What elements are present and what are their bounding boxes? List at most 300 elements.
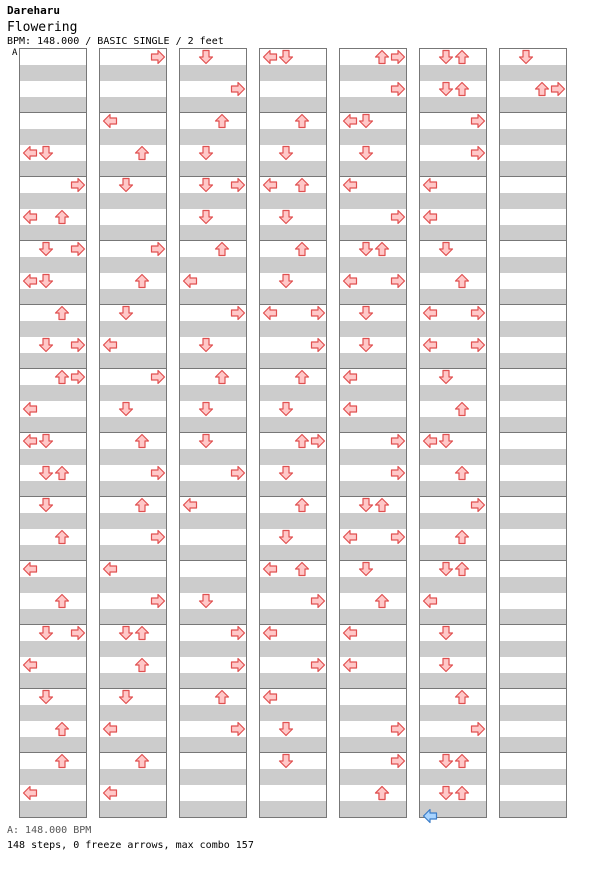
beat-band	[20, 769, 86, 785]
step-arrow-right-icon	[310, 593, 326, 609]
step-arrow-left-icon	[422, 305, 438, 321]
step-arrow-down-icon	[278, 401, 294, 417]
step-arrow-right-icon	[310, 433, 326, 449]
beat-band	[260, 241, 326, 257]
chart-column-3	[179, 48, 247, 818]
beat-band	[500, 481, 566, 497]
measure-line	[500, 304, 566, 305]
step-arrow-up-icon	[294, 497, 310, 513]
beat-band	[420, 353, 486, 369]
measure-line	[500, 176, 566, 177]
step-arrow-up-icon	[214, 689, 230, 705]
step-arrow-down-icon	[198, 593, 214, 609]
beat-band	[500, 209, 566, 225]
beat-band	[260, 609, 326, 625]
beat-band	[420, 529, 486, 545]
step-arrow-left-icon	[22, 561, 38, 577]
beat-band	[20, 225, 86, 241]
step-arrow-down-icon	[38, 433, 54, 449]
step-arrow-right-icon	[70, 337, 86, 353]
beat-band	[180, 369, 246, 385]
step-arrow-down-icon	[358, 145, 374, 161]
chart-column-1	[19, 48, 87, 818]
beat-band	[420, 577, 486, 593]
beat-band	[100, 129, 166, 145]
beat-band	[100, 609, 166, 625]
beat-band	[260, 545, 326, 561]
step-arrow-left-icon	[262, 625, 278, 641]
step-arrow-up-icon	[294, 113, 310, 129]
beat-band	[500, 305, 566, 321]
step-arrow-down-icon	[278, 273, 294, 289]
beat-band	[20, 81, 86, 97]
measure-line	[500, 560, 566, 561]
beat-band	[260, 113, 326, 129]
beat-band	[420, 689, 486, 705]
beat-band	[180, 97, 246, 113]
measure-line	[180, 560, 246, 561]
beat-band	[180, 737, 246, 753]
step-arrow-right-icon	[70, 625, 86, 641]
beat-band	[500, 321, 566, 337]
beat-band	[260, 513, 326, 529]
step-arrow-down-icon	[438, 241, 454, 257]
beat-band	[340, 225, 406, 241]
beat-band	[500, 529, 566, 545]
step-arrow-up-icon	[374, 49, 390, 65]
step-arrow-right-icon	[70, 241, 86, 257]
step-arrow-right-icon	[390, 209, 406, 225]
step-arrow-right-icon	[230, 81, 246, 97]
beat-band	[340, 65, 406, 81]
step-arrow-up-icon	[54, 369, 70, 385]
step-arrow-down-icon	[438, 625, 454, 641]
beat-band	[260, 81, 326, 97]
measure-line	[20, 112, 86, 113]
beat-band	[100, 209, 166, 225]
step-arrow-down-icon	[198, 433, 214, 449]
beat-band	[500, 145, 566, 161]
beat-band	[100, 161, 166, 177]
step-arrow-right-icon	[70, 177, 86, 193]
beat-band	[500, 449, 566, 465]
beat-band	[20, 513, 86, 529]
beat-band	[340, 801, 406, 817]
beat-band	[420, 673, 486, 689]
beat-band	[260, 641, 326, 657]
beat-band	[100, 321, 166, 337]
chart-info: BPM: 148.000 / BASIC SINGLE / 2 feet	[7, 36, 224, 47]
measure-line	[500, 752, 566, 753]
chart-column-2	[99, 48, 167, 818]
step-arrow-down-icon	[518, 49, 534, 65]
measure-line	[260, 496, 326, 497]
beat-band	[340, 513, 406, 529]
step-arrow-left-icon	[262, 561, 278, 577]
beat-band	[100, 225, 166, 241]
step-arrow-up-icon	[214, 241, 230, 257]
step-arrow-up-icon	[294, 369, 310, 385]
beat-band	[500, 65, 566, 81]
beat-band	[100, 545, 166, 561]
beat-band	[260, 97, 326, 113]
beat-band	[100, 657, 166, 673]
beat-band	[500, 705, 566, 721]
beat-band	[500, 417, 566, 433]
beat-band	[180, 785, 246, 801]
beat-band	[420, 129, 486, 145]
beat-band	[500, 257, 566, 273]
chart-column-5	[339, 48, 407, 818]
beat-band	[20, 289, 86, 305]
beat-band	[100, 65, 166, 81]
step-arrow-right-icon	[470, 497, 486, 513]
beat-band	[500, 385, 566, 401]
measure-line	[260, 112, 326, 113]
step-arrow-right-icon	[390, 433, 406, 449]
measure-line	[500, 688, 566, 689]
step-arrow-up-icon	[454, 529, 470, 545]
beat-band	[500, 513, 566, 529]
beat-band	[180, 753, 246, 769]
beat-band	[500, 433, 566, 449]
step-arrow-left-icon	[22, 785, 38, 801]
step-arrow-up-icon	[134, 433, 150, 449]
beat-band	[100, 145, 166, 161]
bpm-marker: A	[12, 48, 18, 58]
step-arrow-down-icon	[358, 337, 374, 353]
beat-band	[340, 353, 406, 369]
step-arrow-right-icon	[150, 369, 166, 385]
beat-band	[100, 673, 166, 689]
step-arrow-left-icon	[342, 369, 358, 385]
step-arrow-up-icon	[534, 81, 550, 97]
beat-band	[20, 801, 86, 817]
step-arrow-down-icon	[278, 209, 294, 225]
step-arrow-down-icon	[38, 145, 54, 161]
beat-band	[180, 353, 246, 369]
beat-band	[500, 625, 566, 641]
measure-line	[100, 752, 166, 753]
beat-band	[500, 497, 566, 513]
beat-band	[180, 257, 246, 273]
step-arrow-up-icon	[374, 785, 390, 801]
beat-band	[180, 689, 246, 705]
step-arrow-up-icon	[454, 689, 470, 705]
beat-band	[340, 785, 406, 801]
measure-line	[500, 496, 566, 497]
beat-band	[500, 753, 566, 769]
beat-band	[420, 193, 486, 209]
step-arrow-up-icon	[134, 625, 150, 641]
measure-line	[500, 432, 566, 433]
step-arrow-right-icon	[390, 529, 406, 545]
step-arrow-down-icon	[438, 657, 454, 673]
beat-band	[100, 801, 166, 817]
chart-column-7	[499, 48, 567, 818]
step-arrow-up-icon	[54, 209, 70, 225]
step-arrow-right-icon	[230, 721, 246, 737]
step-arrow-right-icon	[390, 273, 406, 289]
beat-band	[420, 257, 486, 273]
beat-band	[100, 289, 166, 305]
step-arrow-down-icon	[198, 337, 214, 353]
step-arrow-left-icon	[342, 113, 358, 129]
step-arrow-down-icon	[278, 721, 294, 737]
beat-band	[420, 513, 486, 529]
step-arrow-left-icon	[22, 209, 38, 225]
beat-band	[420, 321, 486, 337]
beat-band	[180, 193, 246, 209]
beat-band	[340, 609, 406, 625]
beat-band	[340, 593, 406, 609]
beat-band	[260, 449, 326, 465]
step-arrow-left-icon	[342, 273, 358, 289]
step-arrow-down-icon	[38, 625, 54, 641]
beat-band	[260, 353, 326, 369]
step-arrow-up-icon	[54, 305, 70, 321]
measure-line	[420, 688, 486, 689]
beat-band	[340, 705, 406, 721]
beat-band	[340, 161, 406, 177]
beat-band	[340, 449, 406, 465]
step-arrow-up-icon	[214, 369, 230, 385]
step-arrow-right-icon	[390, 753, 406, 769]
beat-band	[340, 97, 406, 113]
beat-band	[420, 545, 486, 561]
step-arrow-down-icon	[358, 561, 374, 577]
beat-band	[500, 161, 566, 177]
step-arrow-down-icon	[278, 465, 294, 481]
step-arrow-up-icon	[454, 753, 470, 769]
step-arrow-down-icon	[358, 497, 374, 513]
measure-line	[180, 112, 246, 113]
beat-band	[180, 321, 246, 337]
step-arrow-up-icon	[134, 753, 150, 769]
step-arrow-up-icon	[454, 401, 470, 417]
beat-band	[100, 273, 166, 289]
step-arrow-down-icon	[118, 305, 134, 321]
step-arrow-left-icon	[422, 433, 438, 449]
beat-band	[20, 321, 86, 337]
beat-band	[260, 417, 326, 433]
beat-band	[100, 497, 166, 513]
beat-band	[500, 273, 566, 289]
step-arrow-down-icon	[278, 145, 294, 161]
beat-band	[420, 481, 486, 497]
step-arrow-left-icon	[22, 145, 38, 161]
step-arrow-up-icon	[134, 145, 150, 161]
step-arrow-right-icon	[230, 177, 246, 193]
beat-band	[420, 289, 486, 305]
step-arrow-left-icon	[102, 113, 118, 129]
step-arrow-right-icon	[390, 81, 406, 97]
beat-band	[500, 241, 566, 257]
beat-band	[20, 641, 86, 657]
beat-band	[180, 385, 246, 401]
step-arrow-right-icon	[390, 49, 406, 65]
beat-band	[100, 769, 166, 785]
step-arrow-down-icon	[278, 529, 294, 545]
beat-band	[100, 737, 166, 753]
beat-band	[180, 577, 246, 593]
bpm-legend: A: 148.000 BPM	[7, 825, 92, 836]
beat-band	[260, 193, 326, 209]
beat-band	[420, 401, 486, 417]
step-arrow-up-icon	[294, 241, 310, 257]
step-arrow-right-icon	[150, 593, 166, 609]
beat-band	[340, 257, 406, 273]
step-arrow-down-icon	[438, 49, 454, 65]
beat-band	[500, 721, 566, 737]
step-arrow-left-icon	[102, 561, 118, 577]
beat-band	[500, 129, 566, 145]
beat-band	[500, 337, 566, 353]
beat-band	[180, 417, 246, 433]
step-arrow-right-icon	[310, 305, 326, 321]
beat-band	[260, 801, 326, 817]
beat-band	[260, 385, 326, 401]
measure-line	[180, 240, 246, 241]
measure-line	[260, 240, 326, 241]
beat-band	[20, 385, 86, 401]
step-arrow-right-icon	[390, 721, 406, 737]
step-arrow-down-icon	[38, 273, 54, 289]
beat-band	[100, 577, 166, 593]
beat-band	[420, 609, 486, 625]
beat-band	[420, 97, 486, 113]
beat-band	[260, 289, 326, 305]
step-arrow-right-icon	[310, 337, 326, 353]
beat-band	[180, 129, 246, 145]
beat-band	[340, 481, 406, 497]
beat-band	[180, 801, 246, 817]
step-arrow-up-icon	[454, 273, 470, 289]
beat-band	[500, 289, 566, 305]
beat-band	[260, 497, 326, 513]
step-arrow-down-icon	[38, 241, 54, 257]
beat-band	[500, 193, 566, 209]
step-arrow-right-icon	[230, 657, 246, 673]
step-arrow-up-icon	[454, 81, 470, 97]
beat-band	[340, 769, 406, 785]
step-arrow-down-icon	[38, 689, 54, 705]
beat-band	[100, 97, 166, 113]
beat-band	[500, 353, 566, 369]
step-arrow-down-icon	[38, 497, 54, 513]
step-arrow-up-icon	[294, 177, 310, 193]
beat-band	[180, 705, 246, 721]
beat-band	[100, 753, 166, 769]
step-arrow-down-icon	[198, 177, 214, 193]
beat-band	[500, 769, 566, 785]
beat-band	[260, 737, 326, 753]
end-arrow-left-icon	[422, 808, 438, 824]
song-title: Flowering	[7, 20, 78, 35]
beat-band	[20, 417, 86, 433]
beat-band	[340, 673, 406, 689]
beat-band	[500, 97, 566, 113]
step-arrow-left-icon	[342, 625, 358, 641]
beat-band	[500, 465, 566, 481]
step-arrow-down-icon	[358, 305, 374, 321]
beat-band	[20, 257, 86, 273]
beat-band	[500, 577, 566, 593]
beat-band	[100, 417, 166, 433]
chart-column-6	[419, 48, 487, 818]
beat-band	[100, 433, 166, 449]
artist-name: Dareharu	[7, 4, 60, 17]
beat-band	[100, 481, 166, 497]
step-arrow-up-icon	[374, 497, 390, 513]
step-arrow-right-icon	[470, 113, 486, 129]
beat-band	[20, 353, 86, 369]
beat-band	[260, 769, 326, 785]
beat-band	[260, 577, 326, 593]
step-arrow-left-icon	[262, 49, 278, 65]
measure-line	[340, 688, 406, 689]
beat-band	[420, 641, 486, 657]
step-arrow-down-icon	[358, 241, 374, 257]
beat-band	[260, 129, 326, 145]
step-arrow-up-icon	[454, 561, 470, 577]
step-arrow-up-icon	[454, 465, 470, 481]
beat-band	[20, 97, 86, 113]
step-arrow-left-icon	[22, 273, 38, 289]
beat-band	[20, 193, 86, 209]
step-arrow-left-icon	[22, 657, 38, 673]
step-arrow-left-icon	[262, 689, 278, 705]
beat-band	[340, 545, 406, 561]
measure-line	[180, 752, 246, 753]
chart-stats: 148 steps, 0 freeze arrows, max combo 157	[7, 840, 254, 851]
step-arrow-right-icon	[230, 305, 246, 321]
beat-band	[180, 481, 246, 497]
beat-band	[420, 769, 486, 785]
step-arrow-down-icon	[278, 49, 294, 65]
beat-band	[500, 369, 566, 385]
step-arrow-right-icon	[470, 337, 486, 353]
beat-band	[180, 561, 246, 577]
measure-line	[500, 368, 566, 369]
beat-band	[420, 65, 486, 81]
step-arrow-left-icon	[422, 177, 438, 193]
step-arrow-left-icon	[422, 337, 438, 353]
step-arrow-left-icon	[342, 177, 358, 193]
step-arrow-up-icon	[134, 657, 150, 673]
step-arrow-down-icon	[438, 561, 454, 577]
step-arrow-down-icon	[198, 145, 214, 161]
step-arrow-up-icon	[454, 785, 470, 801]
step-arrow-up-icon	[54, 465, 70, 481]
step-arrow-left-icon	[342, 529, 358, 545]
beat-band	[260, 225, 326, 241]
beat-band	[500, 657, 566, 673]
step-arrow-down-icon	[198, 401, 214, 417]
beat-band	[20, 705, 86, 721]
beat-band	[20, 305, 86, 321]
step-arrow-up-icon	[454, 49, 470, 65]
beat-band	[20, 481, 86, 497]
step-arrow-left-icon	[22, 433, 38, 449]
beat-band	[340, 289, 406, 305]
beat-band	[500, 609, 566, 625]
step-arrow-up-icon	[294, 561, 310, 577]
step-arrow-right-icon	[470, 145, 486, 161]
step-arrow-down-icon	[198, 49, 214, 65]
step-arrow-up-icon	[134, 273, 150, 289]
measure-line	[20, 304, 86, 305]
